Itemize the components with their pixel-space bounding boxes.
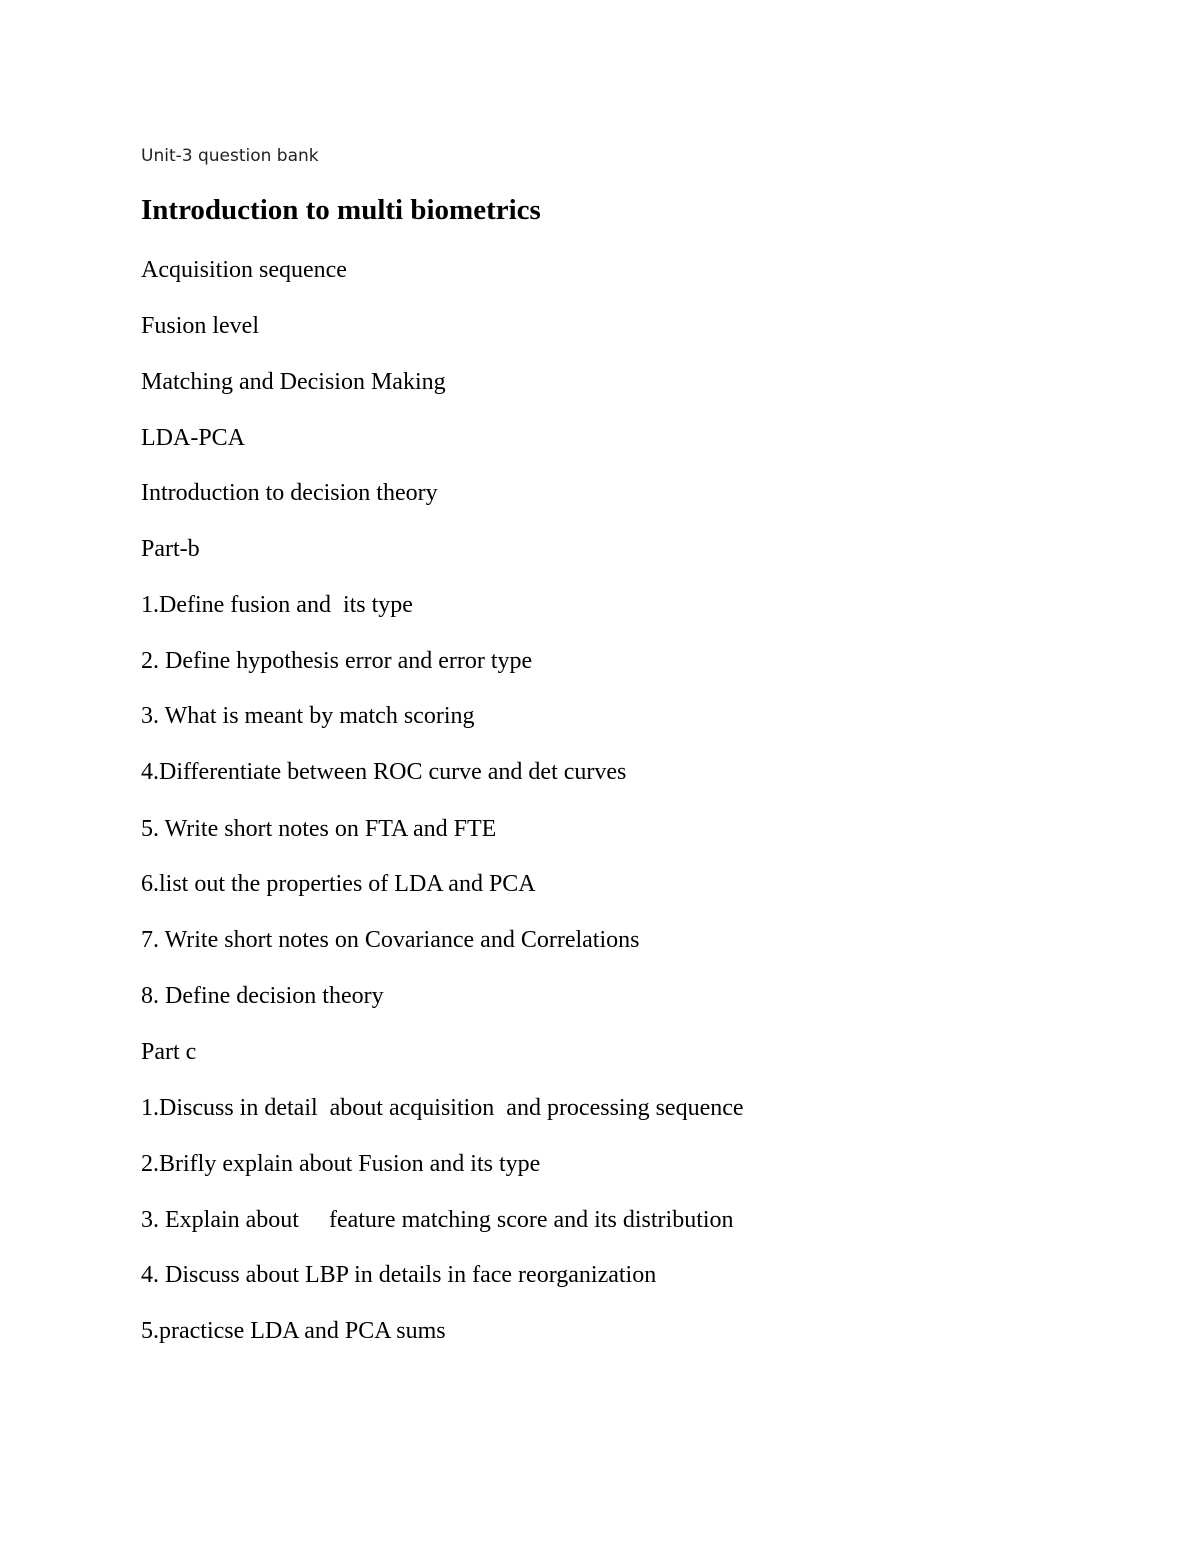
part-b-question: 1.Define fusion and its type [141,592,413,618]
part-c-question: 1.Discuss in detail about acquisition and processing sequence [141,1095,744,1121]
topic-item: Introduction to decision theory [141,480,438,506]
part-b-question: 5. Write short notes on FTA and FTE [141,816,497,842]
part-b-question: 2. Define hypothesis error and error type [141,648,533,674]
part-b-question: 7. Write short notes on Covariance and Correlations [141,927,640,953]
part-b-question: 4.Differentiate between ROC curve and det curves [141,759,627,785]
part-b-question: 3. What is meant by match scoring [141,703,475,729]
part-c-question: 2.Brifly explain about Fusion and its type [141,1151,541,1177]
part-c-question: 5.practicse LDA and PCA sums [141,1318,446,1344]
topic-item: Matching and Decision Making [141,369,446,395]
document-title: Introduction to multi biometrics [141,194,541,226]
part-c-heading: Part c [141,1039,197,1065]
part-c-question: 3. Explain about feature matching score and its distribution [141,1207,734,1233]
topic-item: Fusion level [141,313,259,339]
topic-item: LDA-PCA [141,425,246,451]
topic-item: Acquisition sequence [141,257,347,283]
document-header: Unit-3 question bank [141,146,319,166]
part-c-question: 4. Discuss about LBP in details in face reorganization [141,1262,657,1288]
part-b-heading: Part-b [141,536,200,562]
part-b-question: 6.list out the properties of LDA and PCA [141,871,536,897]
part-b-question: 8. Define decision theory [141,983,384,1009]
